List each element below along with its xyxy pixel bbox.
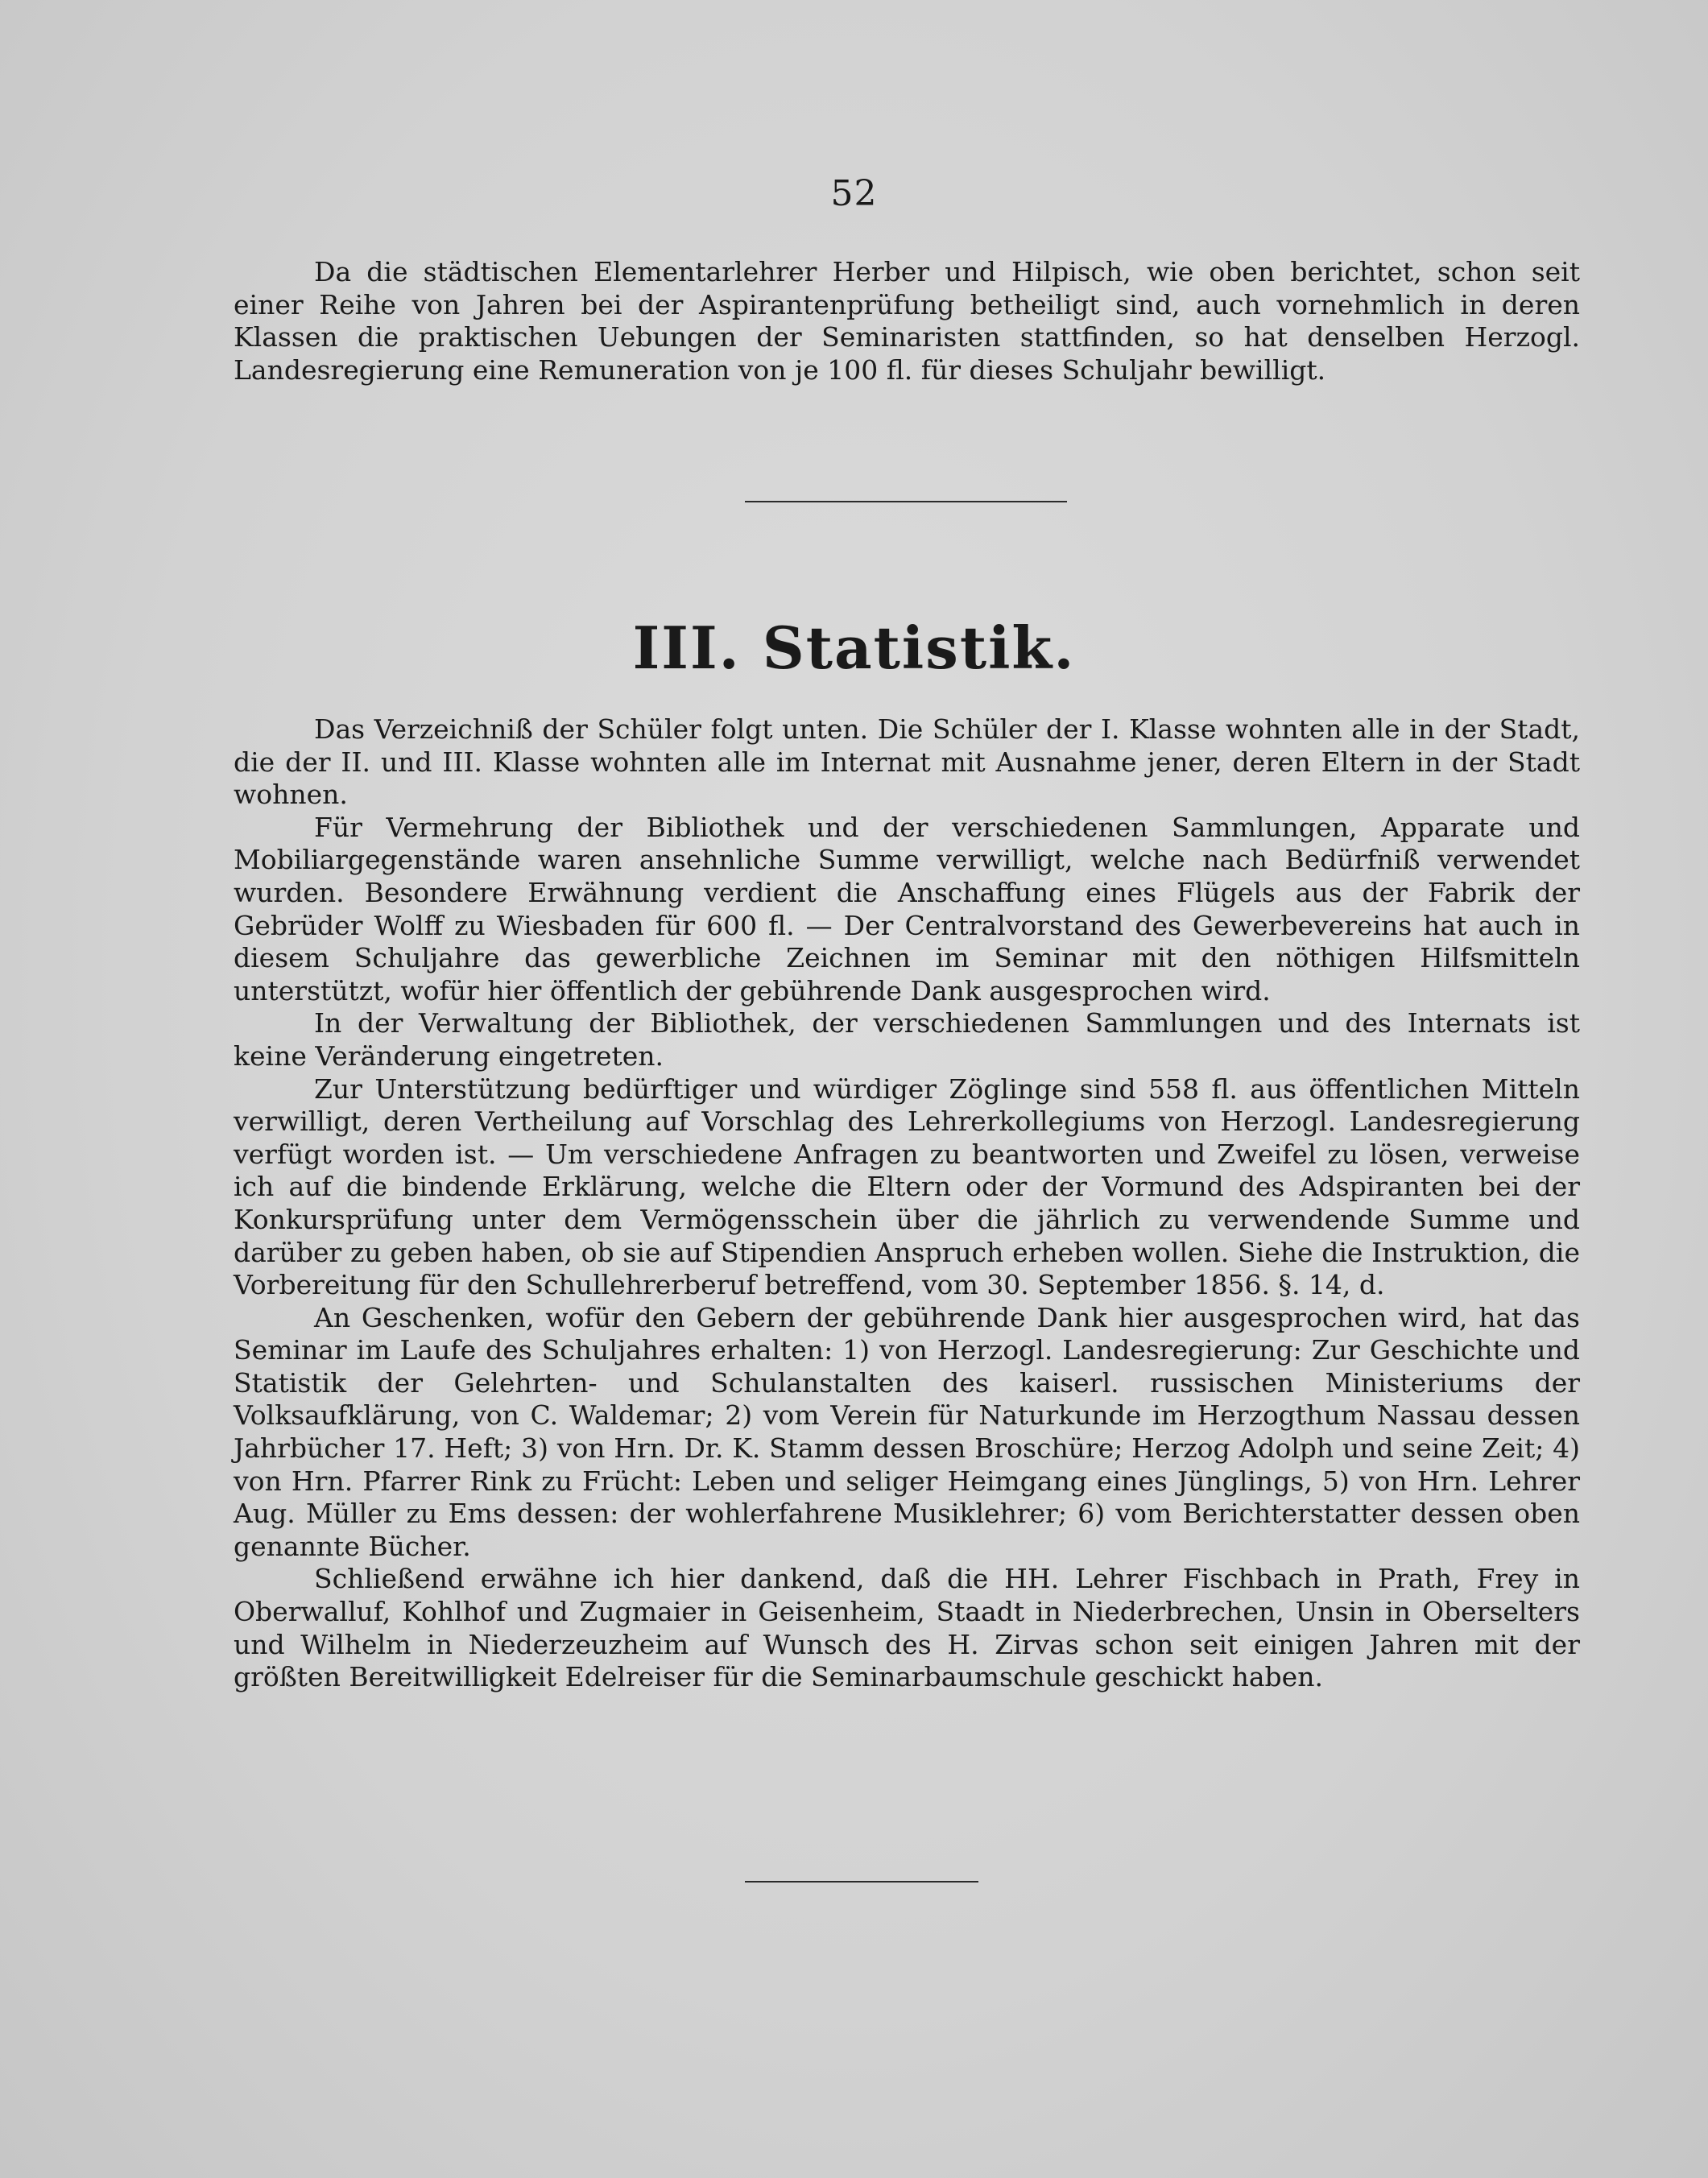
paragraph-students: Das Verzeichniß der Schüler folgt unten. Die Schüler der I. Klasse wohnten alle in der Stadt, die der II. und III. Klasse wohnten alle im Internat mit Ausnahme jener, deren Eltern in der Stadt wohnen. xyxy=(234,713,1580,811)
section-heading: III. Statistik. xyxy=(632,614,1076,682)
statistics-section xyxy=(234,713,1580,1694)
paragraph-library-collections: Für Vermehrung der Bibliothek und der verschiedenen Sammlungen, Apparate und Mobiliargegenstände waren ansehnliche Summe verwilligt, welche nach Bedürfniß verwendet wurden. Besondere Erwähnung verdient die Anschaffung eines Flügels aus der Fabrik der Gebrüder Wolff zu Wiesbaden für 600 fl. — Der Centralvorstand des Gewerbevereins hat auch in diesem Schuljahre das gewerbliche Zeichnen im Seminar mit den nöthigen Hilfsmitteln unterstützt, wofür hier öffentlich der gebührende Dank ausgesprochen wird. xyxy=(234,811,1580,1006)
paragraph-acknowledgements: Schließend erwähne ich hier dankend, daß die HH. Lehrer Fischbach in Prath, Frey in Oberwalluf, Kohlhof und Zugmaier in Geisenheim, Staadt in Niederbrechen, Unsin in Oberselters und Wilhelm in Niederzeuzheim auf Wunsch des H. Zirvas schon seit einigen Jahren mit der größten Bereitwilligkeit Edelreiser für die Seminarbaumschule geschickt haben. xyxy=(234,1563,1580,1693)
section-divider-top xyxy=(745,501,1067,502)
intro-section xyxy=(234,256,1580,386)
paragraph-administration: In der Verwaltung der Bibliothek, der verschiedenen Sammlungen und des Internats ist keine Veränderung eingetreten. xyxy=(234,1007,1580,1072)
intro-paragraph: Da die städtischen Elementarlehrer Herber und Hilpisch, wie oben berichtet, schon seit einer Reihe von Jahren bei der Aspirantenprüfung betheiligt sind, auch vornehmlich in deren Klassen die praktischen Uebungen der Seminaristen stattfinden, so hat denselben Herzogl. Landesregierung eine Remuneration von je 100 fl. für dieses Schuljahr bewilligt. xyxy=(234,256,1580,386)
section-divider-bottom xyxy=(745,1881,978,1883)
paragraph-support-funds: Zur Unterstützung bedürftiger und würdiger Zöglinge sind 558 fl. aus öffentlichen Mitteln verwilligt, deren Vertheilung auf Vorschlag des Lehrerkollegiums von Herzogl. Landesregierung verfügt worden ist. — Um verschiedene Anfragen zu beantworten und Zweifel zu lösen, verweise ich auf die bindende Erklärung, welche die Eltern oder der Vormund des Adspiranten bei der Konkursprüfung unter dem Vermögensschein über die jährlich zu verwendende Summe und darüber zu geben haben, ob sie auf Stipendien Anspruch erheben wollen. Siehe die Instruktion, die Vorbereitung für den Schullehrerberuf betreffend, vom 30. September 1856. §. 14, d. xyxy=(234,1072,1580,1301)
page-number: 52 xyxy=(830,173,878,214)
paragraph-donations: An Geschenken, wofür den Gebern der gebührende Dank hier ausgesprochen wird, hat das Seminar im Laufe des Schuljahres erhalten: 1) von Herzogl. Landesregierung: Zur Geschichte und Statistik der Gelehrten- und Schulanstalten des kaiserl. russischen Ministeriums der Volksaufklärung, von C. Waldemar; 2) vom Verein für Naturkunde im Herzogthum Nassau dessen Jahrbücher 17. Heft; 3) von Hrn. Dr. K. Stamm dessen Broschüre; Herzog Adolph und seine Zeit; 4) von Hrn. Pfarrer Rink zu Frücht: Leben und seliger Heimgang eines Jünglings, 5) von Hrn. Lehrer Aug. Müller zu Ems dessen: der wohlerfahrene Musiklehrer; 6) vom Berichterstatter dessen oben genannte Bücher. xyxy=(234,1301,1580,1562)
